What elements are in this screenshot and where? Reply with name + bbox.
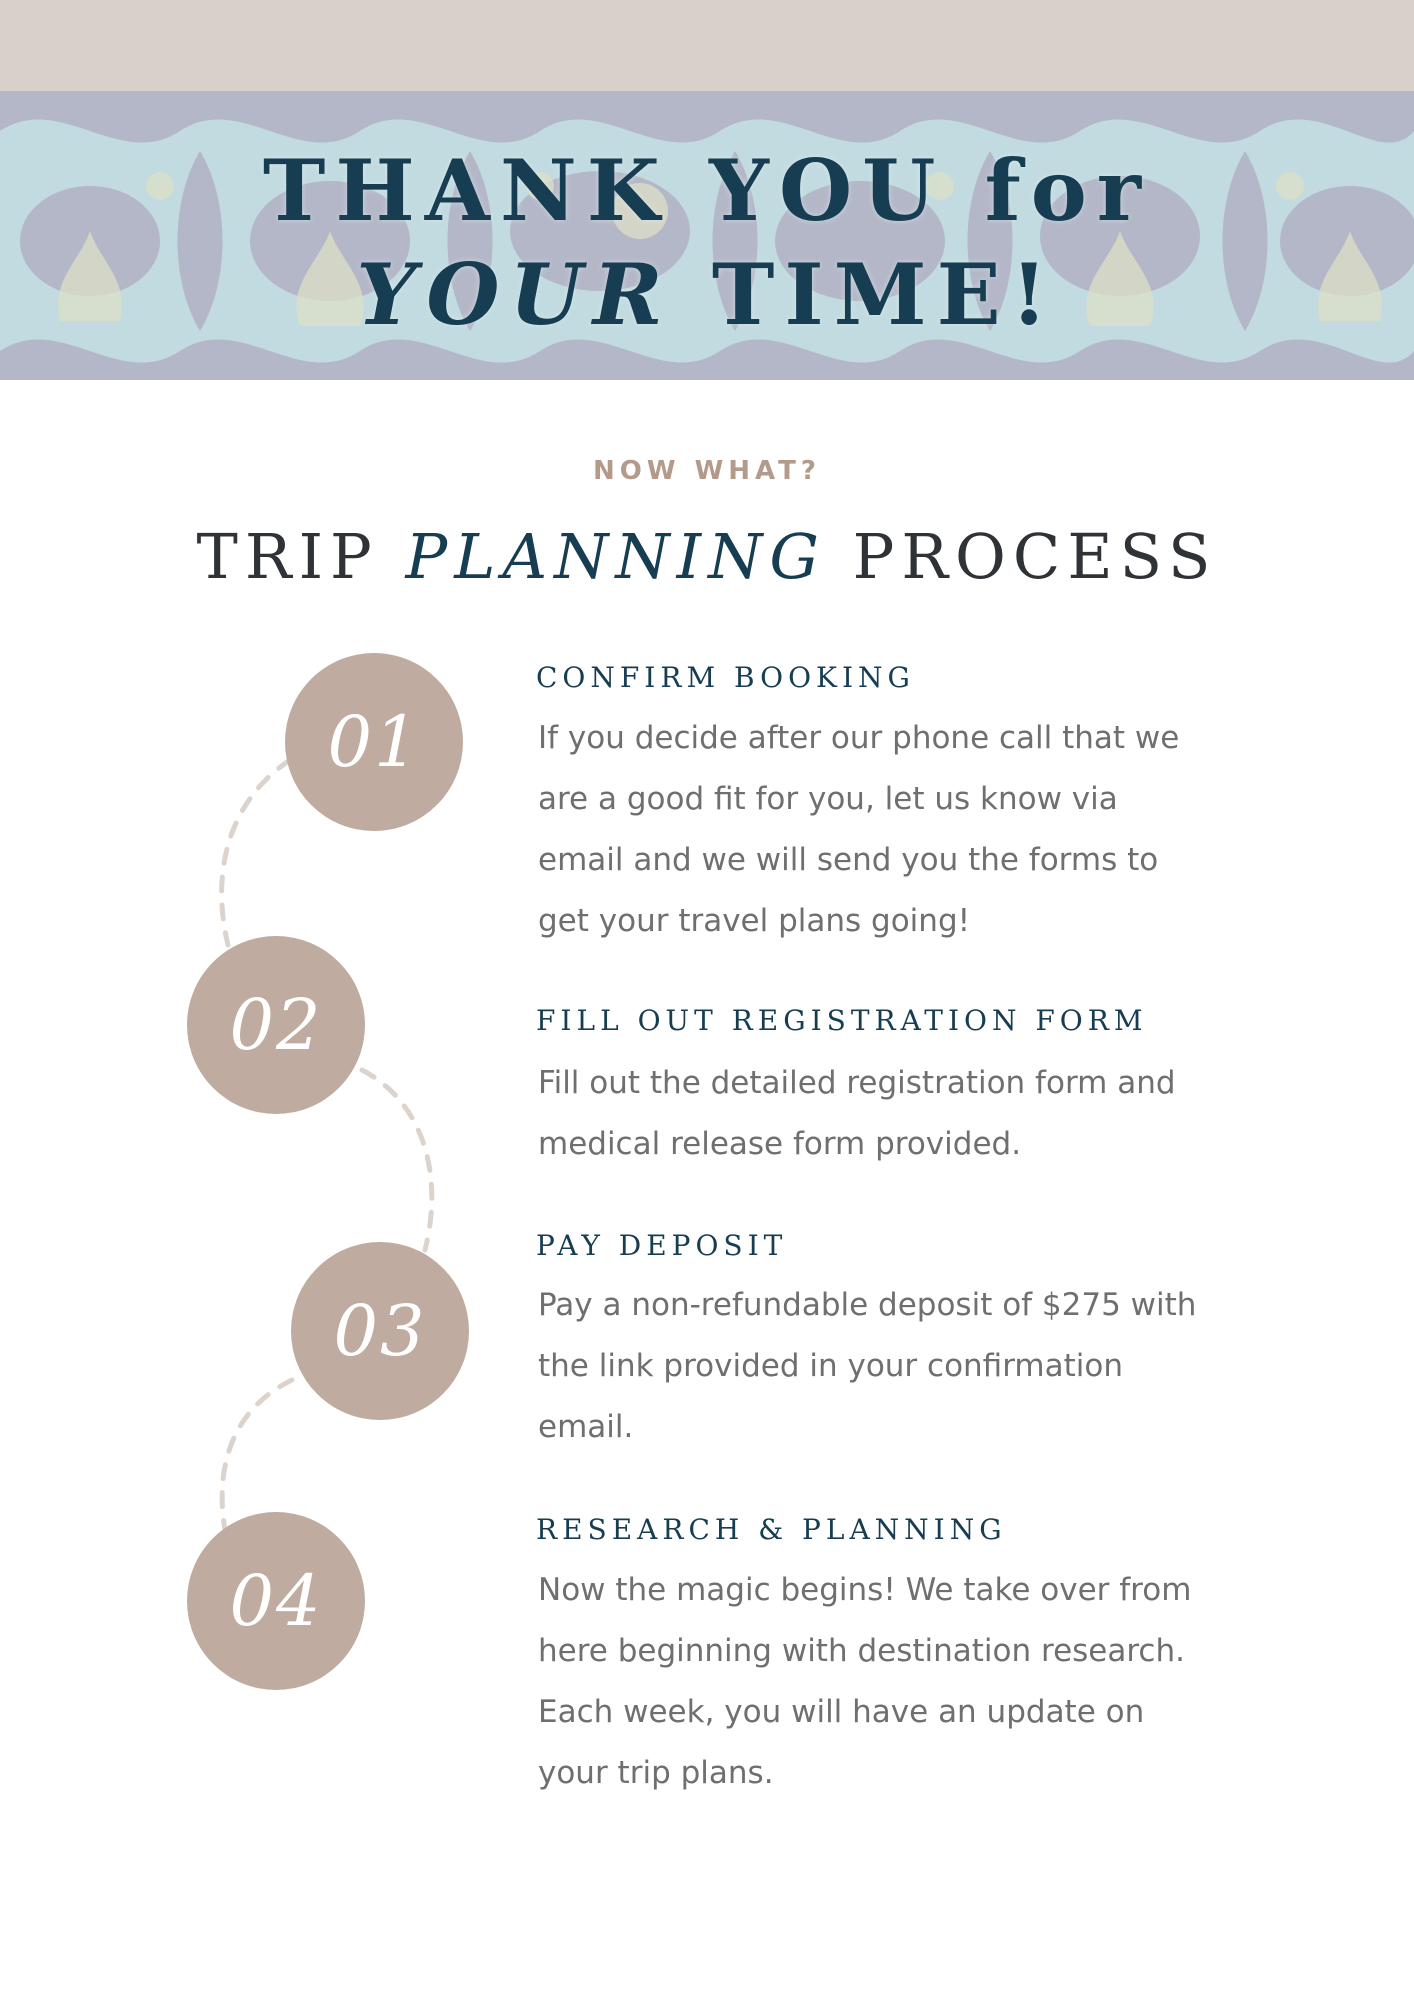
- step-heading: CONFIRM BOOKING: [536, 661, 915, 694]
- step-number-badge: 01: [285, 653, 463, 831]
- section-title-post: PROCESS: [852, 520, 1218, 593]
- step-description: If you decide after our phone call that we are a good fit for you, let us know via email and we will send you the forms to get your travel plans going!: [538, 720, 1180, 939]
- step-description: Fill out the detailed registration form and medical release form provided.: [538, 1065, 1176, 1162]
- section-title-pre: TRIP: [196, 520, 379, 593]
- banner-title-line1: THANK YOU for: [262, 141, 1152, 240]
- step-number-badge: 04: [187, 1512, 365, 1690]
- section-eyebrow: NOW WHAT?: [593, 456, 821, 486]
- banner-title-rest: TIME!: [711, 245, 1058, 344]
- step-description: Pay a non-refundable deposit of $275 with the link provided in your confirmation email.: [538, 1287, 1197, 1445]
- banner-title-italic: YOUR: [356, 245, 673, 344]
- step-heading: FILL OUT REGISTRATION FORM: [536, 1004, 1148, 1037]
- step-heading: RESEARCH & PLANNING: [536, 1513, 1007, 1546]
- step-heading: PAY DEPOSIT: [536, 1229, 788, 1262]
- step-number-badge: 03: [291, 1242, 469, 1420]
- step-number-badge: 02: [187, 936, 365, 1114]
- section-title-italic: PLANNING: [405, 520, 826, 593]
- step-description: Now the magic begins! We take over from here beginning with destination research. Each week, you will have an update on your trip plans.: [538, 1572, 1192, 1791]
